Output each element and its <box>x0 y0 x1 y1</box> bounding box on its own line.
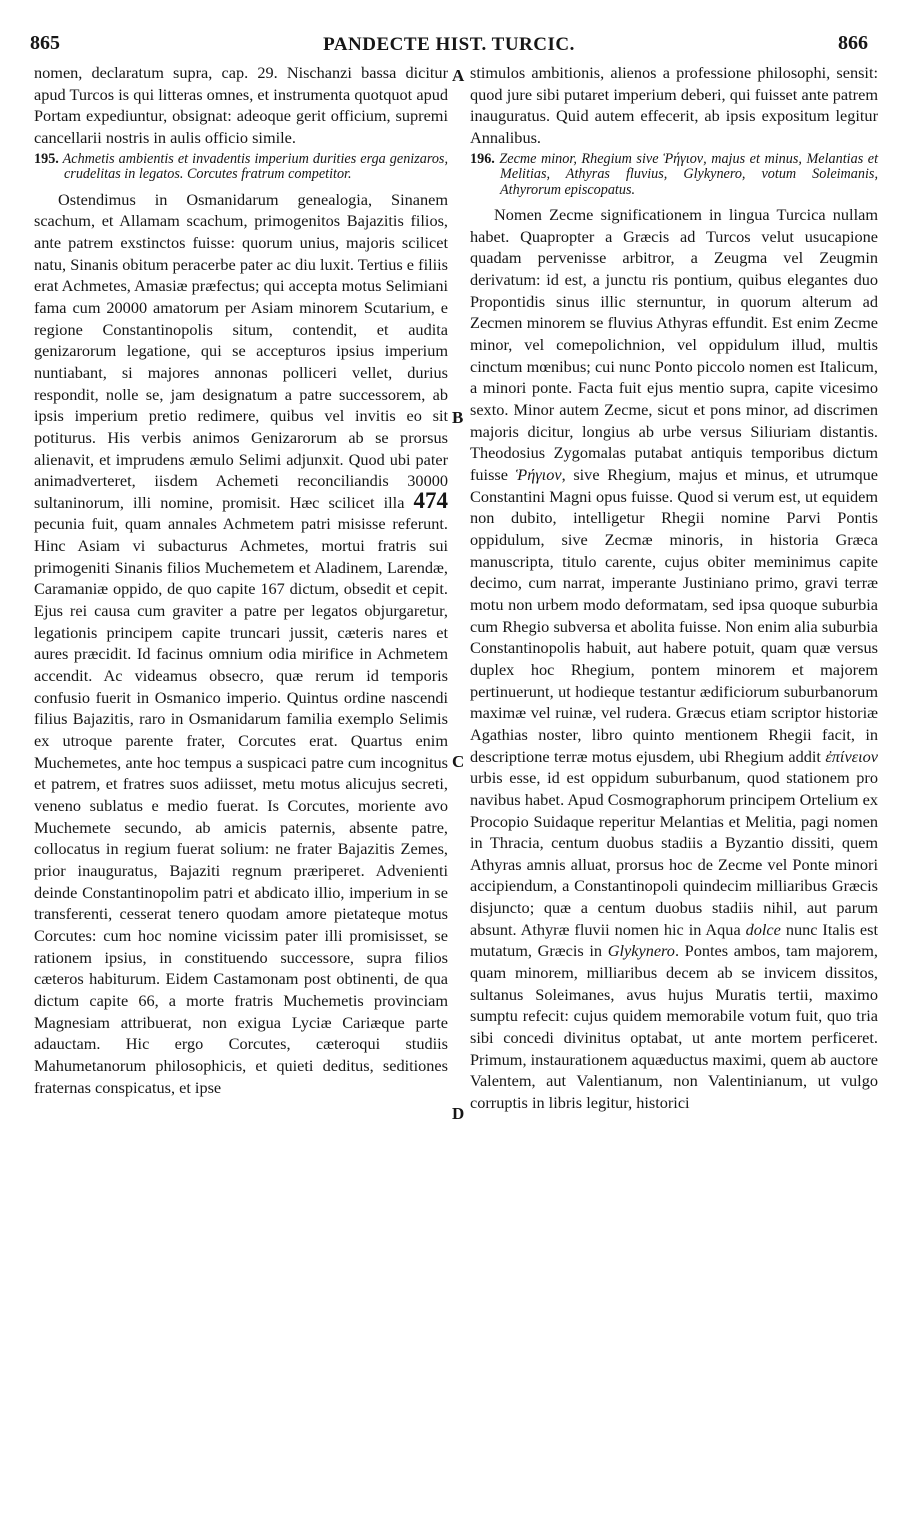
right-paragraph-main <box>470 204 878 1114</box>
section-title: Achmetis ambientis et invadentis imperium duritiеs erga genizaros, crudelitas in legatos. Corcutes fratrum competitor. <box>62 150 448 183</box>
text-run: nunc Italis est mutatum, Græcis in <box>470 919 879 961</box>
margin-letter-a: A <box>452 66 465 85</box>
section-title: Zecme minor, Rhegium sive <box>499 150 659 167</box>
margin-letter-d: D <box>452 1104 465 1123</box>
section-heading-196 <box>470 152 878 199</box>
section-title: , majus et minus, Melantias et Melitias, Athyras fluvius, Glykynero, votum Soleimanis, Athyrorum episcopatus. <box>500 150 879 198</box>
greek-word: Ῥήγιον <box>663 150 704 167</box>
text-run: pecunia fuit, quam annales Achmetem patri misisse referunt. Hinc Asiam vi subacturus Achmetes, mortui fratris sui primogeniti Sinanis filios Muchemetem et Aladinem, Larendæ, Caramaniæ oppido, de quo capite 167 dictum, obsedit et cepit. Ejus rei causa cum graviter a patre per legatos objurgaretur, legationis principem capite truncari jussit, cæteris nares et aures præcidit. Id facinus omnium odia mirifice in Achmetem accendit. Ac videamus obsecro, quæ rerum id temporis confusio fuerit in Osmanico imperio. Quintus ordine nascendi filius Bajazitis, raro in Osmanidarum familia exemplo Selimis ex utroque parente frater, Corcutes erat. Quartus enim Muchemetes, ante hoc tempus a suspicaci patre cum incognitus et patrem, et fratres suos adiisset, metu motus alicujus secreti, veneno sublatus e medio fuerat. Is Corcutes, moriente avo Muchemete secundo, ab amicis paternis, absente patre, collocatus in regium fuerat solium: ne frater Bajazitis Zemes, prior inauguratus, Bajaziti regnum præriperet. Advenienti deinde Constantinopolim patri et abdicato illio, imperium in se transferenti, cesserat tenero quodam amore pietateque motus Corcutes: cum hoc nomine vicissim pater illi promisisset, se rationem ipsius, in constituendo successore, supra filios cæteros habiturum. Eidem Castamonam post obtinenti, de qua dictum capite 66, a morte fratris Muchemetis provinciam Magnesiam attribuerat, non exigua Lyciæ Cariæque parte adauctam. Hic ergo Corcutes, cæteroqui studiis Mahumetanorum philosophicis, et quieti deditus, seditiones fraternas conspicatus, et ipse <box>34 514 448 1097</box>
text-run: , sive Rhegium, majus et minus, et utrumque Constantini Magni opus fuisse. Quod si verum est, ut equidem non dubito, intelligetur Rhegii nomine Parvi Pontis oppidulum, sive Zecmæ minoris, in historia Græca manuscripta, titulo carente, cujus obiter meminimus capite decimo, cum narrat, imperante Justiniano primo, gravi terræ motu non urbem modo deformatam, sed ipsa quoque suburbia cum Rhegio subversa et abolita fuisse. Non enim alia suburbia Constantinopolis habuit, aut habere potuit, quam quæ versus duplex hoc Rhegium, pontem minorem et majorem pertinuerunt, ut hodieque testantur ædificiorum suburbanorum maximæ vel ruinæ, vel rudera. Græcus etiam scriptor historiæ Agathias noster, libro quinto mentionem Rhegii facit, in descriptione terræ motus ejusdem, ubi Rhegium addit <box>470 465 878 766</box>
right-paragraph-continued: stimulos ambitionis, alienos a professione philosophi, sensit: quod jure sibi putaret imperium deberi, qui fuisset ante patrem inauguratus. Quid autem effecerit, ab ipsis expositum legitur Annalibus. <box>470 63 878 147</box>
text-run: Ostendimus in Osmanidarum genealogia, Sinanem scachum, et Allamam scachum, primogenitos Bajazitis filios, ante patrem exstinctos fuisse: quorum unius, majoris scilicet natu, Sinanis obitum peracerbe pater ac diu luxit. Tertius e filiis erat Achmetes, Amasiæ præfectus; qui accepta motus Selimiani fama cum 20000 amatorum per Asiam minorem Scutarium, e regione Constantinopolis situm, contendit, et audita genizarorum legatione, qui se accepturos ipsius imperium nuntiabant, si majores annonas polliceri vellet, durius respondit, nolle se, jam designatum a patre successorem, ab ipsis imperium pretio redimere, quibus vel invitis eo sit potiturus. His verbis animos Genizarorum ab se prorsus alienavit, et imprudens æmulo Selimi adjunxit. Quod ubi pater animadverteret, iisdem Achemeti reconciliandis 30000 sultaninorum, illi nomine, promisit. Hæc scilicet illa <box>34 189 448 512</box>
text-run: urbis esse, id est oppidum suburbanum, quod stationem pro navibus habet. Apud Cosmographorum principem Ortelium ex Procopio Suidaque reperitur Melantias et Melitia, pagi nomen in Thracia, centum duobus stadiis a Byzantio dissiti, quem Athyras amnis alluat, prorsus hoc de Zecme vel Ponte minori accipiendum, a Constantinopoli quindecim milliaribus Græcis disjuncto; quæ a centum duobus stadiis nihil, aut parum absunt. Athyræ fluvii nomen hic in Aqua <box>470 768 878 939</box>
page-header <box>30 18 868 54</box>
italic-word: Glykynero <box>607 941 675 961</box>
text-run: Nomen Zecme significationem in lingua Turcica nullam habet. Quapropter a Græcis ad Turcos velut usucapione quadam pervenisse arbitror, a Zeugma vel Zeugmin derivatum: id est, a junctu ris pontium, quibus elegantes duo Propontidis sinus illic sternuntur, in quorum alterum ad Zecmen minorem se fluvius Athyras effundit. Est enim Zecme minor, vel comepolichnion, vel oppidulum illud, multis cinctum mœnibus; cui nunc Ponto piccolo nomen est Italicum, a minori ponte. Facta fuit ejus mentio supra, capite vicesimo sexto. Minor autem Zecme, sicut et pons minor, ad discrimen majoris dicitur, longius ab urbe versus Siliuriam distantis. Theodosius Zygomalas putabat antiquis temporibus dictum fuisse <box>470 205 878 484</box>
text-run: . Pontes ambos, tam majorem, quam minorem, milliaribus decem ab se invicem dissitos, sultanus Soleimanes, avus hujus Muratis tertii, maximo sumptu refecit: cujus quidem memorabile votum fuit, quo tria sibi concedi divinitus optabat, ut ante mortem perficeret. Primum, instaurationem aquæductus maximi, quem ab auctore Valentem, aut Valentianum, non Valentinianum, ut vulgo corruptis in libris legitur, historici <box>470 941 878 1113</box>
margin-letter-b: B <box>452 408 464 427</box>
left-paragraph-main <box>34 189 448 1099</box>
section-number: 195. <box>34 150 59 167</box>
greek-word: Ῥήγιον <box>515 465 562 484</box>
left-column <box>34 62 448 1098</box>
greek-word: ἐπίνειον <box>825 746 878 766</box>
italic-word: dolce <box>745 919 781 939</box>
marginal-number: 474 <box>413 487 448 513</box>
section-number: 196. <box>470 150 495 167</box>
running-title: PANDECTE HIST. TURCIC. <box>323 34 575 55</box>
right-column <box>470 62 878 1114</box>
page-number-left: 865 <box>30 32 60 54</box>
page-number-right: 866 <box>838 32 868 54</box>
left-paragraph-continued: nomen, declaratum supra, cap. 29. Nischanzi bassa dicitur apud Turcos is qui litteras omnes, et instrumenta quotquot apud Portam expediuntur, obsignat: adeoque gerit officium, supremi cancellarii nostris in aulis officio simile. <box>34 63 448 147</box>
section-heading-195 <box>34 152 448 183</box>
margin-letter-c: C <box>452 752 465 771</box>
